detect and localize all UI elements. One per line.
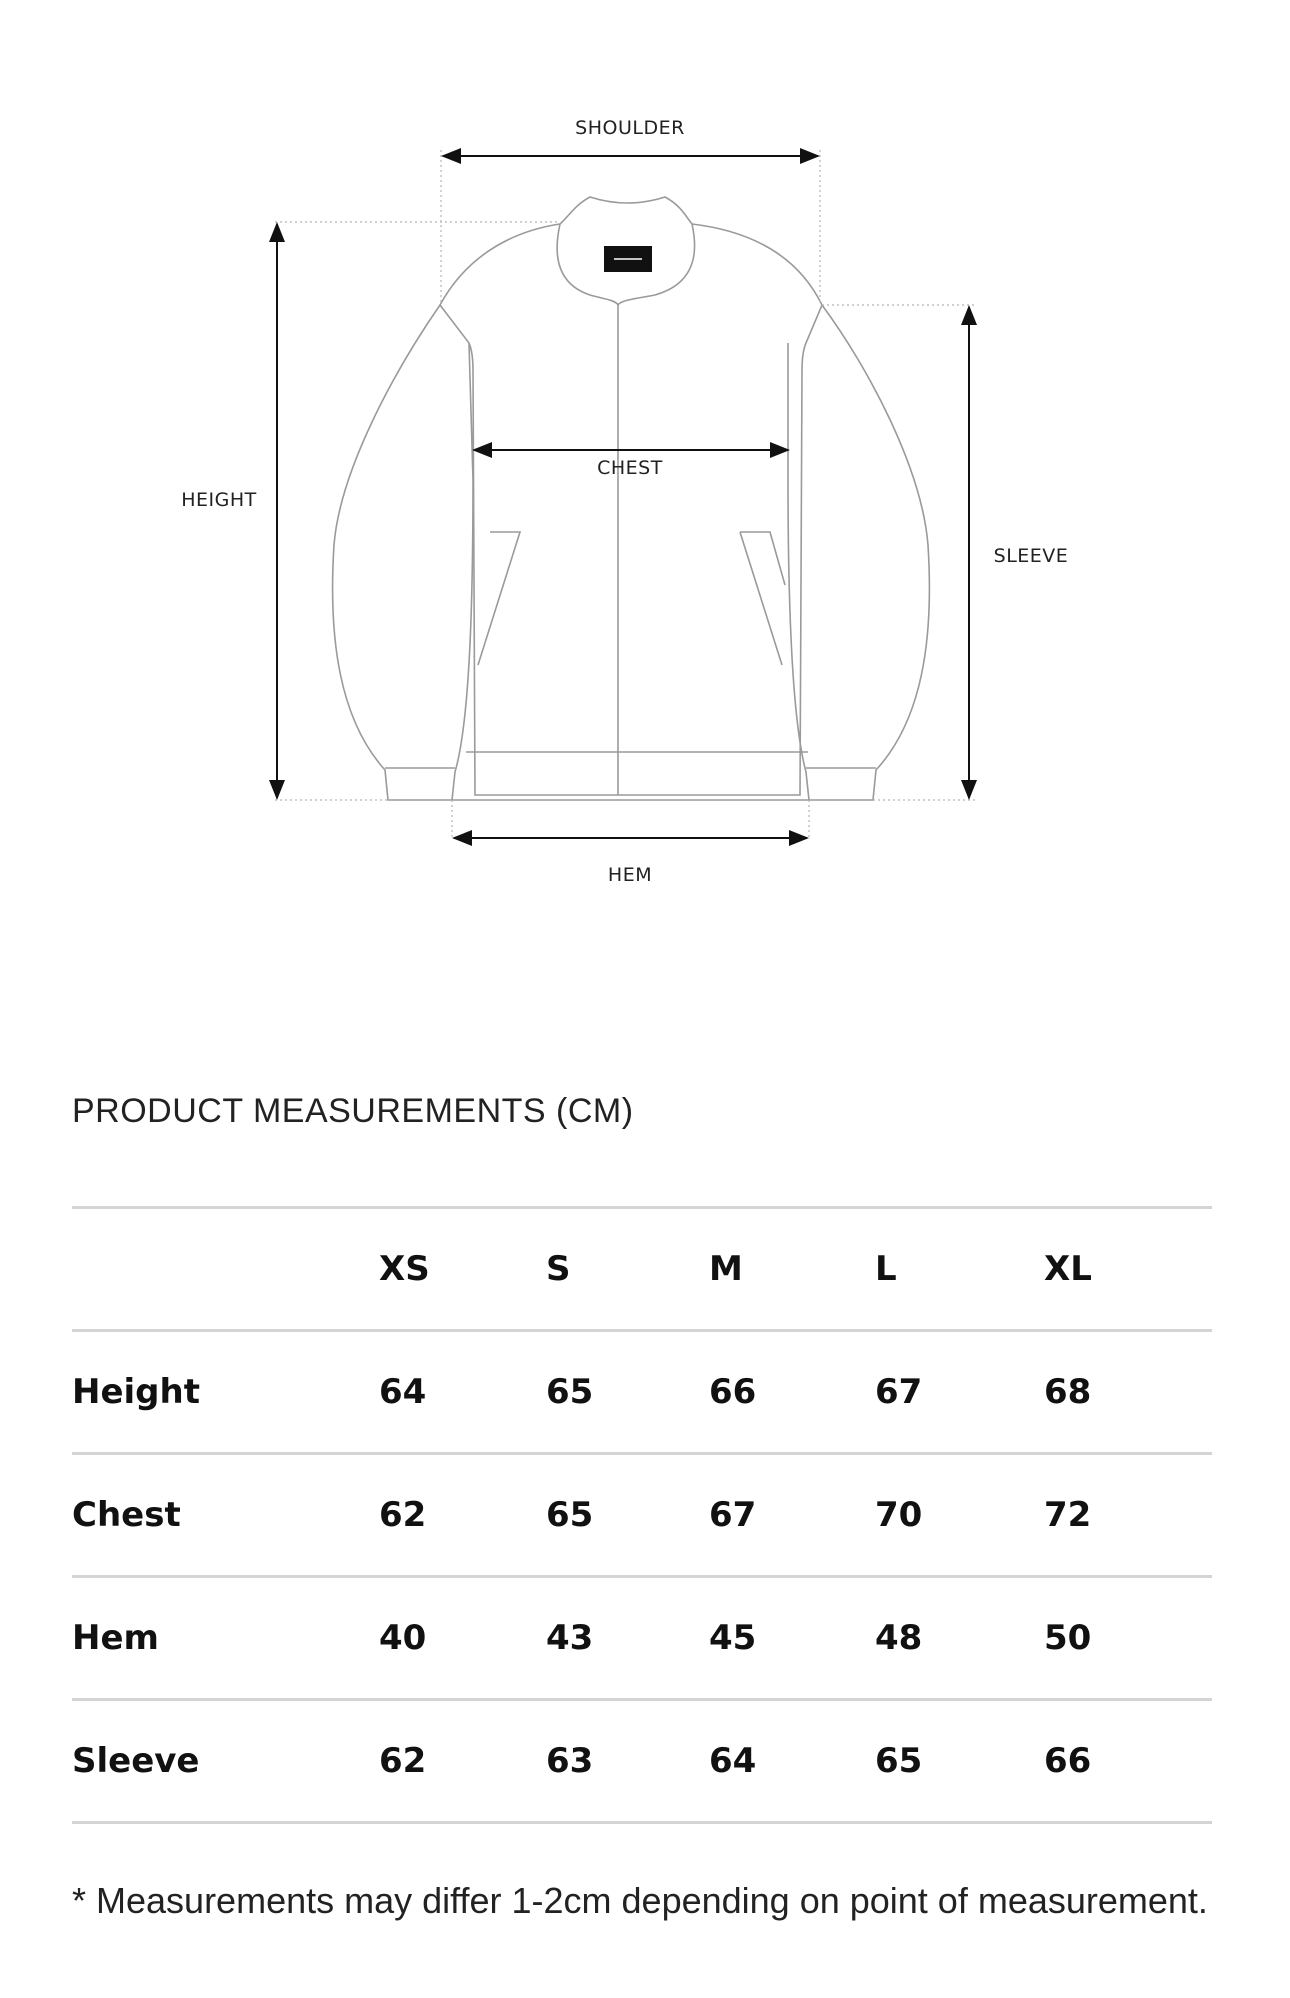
table-cell: 72 <box>1044 1454 1212 1577</box>
header-empty-cell <box>72 1208 379 1331</box>
row-label: Hem <box>72 1577 379 1700</box>
table-cell: 70 <box>875 1454 1044 1577</box>
size-header: M <box>709 1208 875 1331</box>
table-cell: 65 <box>875 1700 1044 1823</box>
table-cell: 67 <box>875 1331 1044 1454</box>
size-table <box>72 1206 1212 1824</box>
table-row <box>72 1331 1212 1454</box>
size-header: L <box>875 1208 1044 1331</box>
table-cell: 50 <box>1044 1577 1212 1700</box>
row-label: Height <box>72 1331 379 1454</box>
height-label: HEIGHT <box>181 489 257 511</box>
table-cell: 67 <box>709 1454 875 1577</box>
table-cell: 66 <box>709 1331 875 1454</box>
measurement-footnote: * Measurements may differ 1-2cm depending on point of measurement. <box>72 1880 1208 1921</box>
size-header: S <box>546 1208 709 1331</box>
table-cell: 62 <box>379 1454 546 1577</box>
hem-label: HEM <box>607 864 653 886</box>
table-cell: 65 <box>546 1331 709 1454</box>
table-cell: 48 <box>875 1577 1044 1700</box>
jacket-measurement-diagram <box>0 0 1290 960</box>
table-row <box>72 1454 1212 1577</box>
table-row <box>72 1577 1212 1700</box>
jacket-left-sleeve <box>333 305 473 800</box>
table-cell: 66 <box>1044 1700 1212 1823</box>
table-cell: 62 <box>379 1700 546 1823</box>
jacket-body <box>440 224 822 795</box>
table-header-row <box>72 1208 1212 1331</box>
row-label: Sleeve <box>72 1700 379 1823</box>
jacket-right-sleeve <box>788 305 929 800</box>
table-cell: 68 <box>1044 1331 1212 1454</box>
table-cell: 64 <box>379 1331 546 1454</box>
size-header: XS <box>379 1208 546 1331</box>
table-cell: 63 <box>546 1700 709 1823</box>
table-row <box>72 1700 1212 1823</box>
chest-label: CHEST <box>597 457 663 479</box>
sleeve-label: SLEEVE <box>993 545 1069 567</box>
section-title: PRODUCT MEASUREMENTS (CM) <box>72 1092 634 1130</box>
row-label: Chest <box>72 1454 379 1577</box>
table-cell: 45 <box>709 1577 875 1700</box>
table-cell: 64 <box>709 1700 875 1823</box>
table-cell: 43 <box>546 1577 709 1700</box>
table-cell: 65 <box>546 1454 709 1577</box>
shoulder-label: SHOULDER <box>575 117 685 139</box>
size-header: XL <box>1044 1208 1212 1331</box>
jacket-outline <box>333 197 930 800</box>
table-cell: 40 <box>379 1577 546 1700</box>
